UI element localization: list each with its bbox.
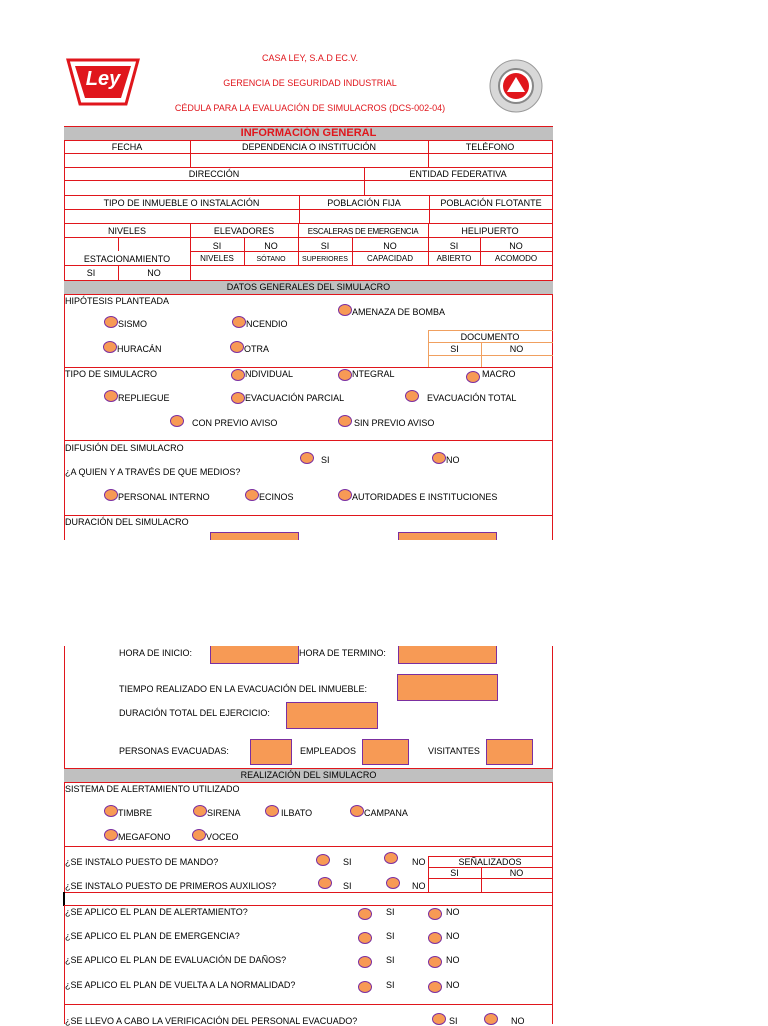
radio-otra[interactable] — [230, 341, 244, 353]
senalizados-si: SI — [450, 868, 459, 878]
label-estacionamiento: ESTACIONAMIENTO — [83, 254, 171, 264]
label-megafono: MEGAFONO — [118, 832, 171, 842]
cell-cursor — [63, 892, 65, 906]
label-evacuacion-total: EVACUACIÓN TOTAL — [427, 393, 517, 403]
duracion-total-field[interactable] — [286, 702, 378, 729]
label-direccion: DIRECCIÓN — [188, 169, 240, 179]
label-abierto: ABIERTO — [436, 254, 472, 263]
radio-auxilios-si[interactable] — [318, 877, 332, 889]
label-personas-evacuadas: PERSONAS EVACUADAS: — [119, 746, 229, 756]
label-fecha: FECHA — [111, 142, 143, 152]
radio-danos-no[interactable] — [428, 956, 442, 968]
department-name: GERENCIA DE SEGURIDAD INDUSTRIAL — [223, 78, 397, 88]
helipuerto-no: NO — [509, 241, 523, 251]
label-sirena: SIRENA — [207, 808, 241, 818]
hora-inicio-field[interactable] — [210, 646, 299, 664]
radio-macro[interactable] — [466, 371, 480, 383]
label-plan-danos: ¿SE APLICO EL PLAN DE EVALUACIÓN DE DAÑOS? — [65, 955, 287, 965]
radio-mando-si[interactable] — [316, 854, 330, 866]
label-incendio: NCENDIO — [246, 319, 288, 329]
protection-civil-emblem-icon — [484, 58, 548, 114]
hora-inicio-box-top — [210, 532, 299, 540]
radio-voceo[interactable] — [192, 829, 206, 841]
label-hora-inicio: HORA DE INICIO: — [119, 648, 193, 658]
label-auxilios-si: SI — [343, 881, 352, 891]
documento-si: SI — [450, 344, 459, 354]
radio-sirena[interactable] — [193, 805, 207, 817]
radio-mando-no[interactable] — [384, 852, 398, 864]
form-title: CÉDULA PARA LA EVALUACIÓN DE SIMULACROS (DCS-002-04) — [174, 103, 446, 113]
label-hipotesis: HIPÓTESIS PLANTEADA — [65, 296, 170, 306]
hora-termino-box-top — [398, 532, 497, 540]
label-a-quien: ¿A QUIEN Y A TRAVÉS DE QUE MEDIOS? — [65, 467, 241, 477]
label-normalidad-si: SI — [386, 980, 395, 990]
label-acomodo: ACOMODO — [494, 254, 538, 263]
label-auxilios-no: NO — [412, 881, 426, 891]
label-tipo-simulacro: TIPO DE SIMULACRO — [65, 369, 158, 379]
escaleras-no: NO — [383, 241, 397, 251]
label-emergencia-si: SI — [386, 931, 395, 941]
estacionamiento-no: NO — [147, 268, 161, 278]
radio-normalidad-no[interactable] — [428, 981, 442, 993]
radio-huracan[interactable] — [103, 341, 117, 353]
helipuerto-si: SI — [449, 241, 459, 251]
radio-autoridades[interactable] — [338, 489, 352, 501]
radio-silbato[interactable] — [265, 805, 279, 817]
label-vecinos: ECINOS — [259, 492, 294, 502]
radio-alertamiento-si[interactable] — [358, 908, 372, 920]
label-sistema-alertamiento: SISTEMA DE ALERTAMIENTO UTILIZADO — [65, 784, 240, 794]
visitantes-field[interactable] — [486, 739, 533, 765]
empleados-field[interactable] — [362, 739, 409, 765]
label-macro: MACRO — [482, 369, 516, 379]
radio-sin-previo-aviso[interactable] — [338, 415, 352, 427]
logo-text: Ley — [85, 68, 121, 90]
label-telefono: TELÉFONO — [465, 142, 515, 152]
label-alertamiento-si: SI — [386, 907, 395, 917]
label-mando-si: SI — [343, 857, 352, 867]
radio-timbre[interactable] — [104, 805, 118, 817]
radio-danos-si[interactable] — [358, 956, 372, 968]
label-sismo: SISMO — [118, 319, 148, 329]
label-capacidad: CAPACIDAD — [366, 254, 414, 263]
label-difusion-no: NO — [446, 455, 460, 465]
radio-con-previo-aviso[interactable] — [170, 415, 184, 427]
estacionamiento-si: SI — [86, 268, 96, 278]
label-sotano: SÓTANO — [256, 256, 286, 263]
label-emergencia-no: NO — [446, 931, 460, 941]
general-section-title: INFORMACIÓN GENERAL — [240, 127, 377, 139]
label-huracan: HURACÁN — [117, 344, 162, 354]
label-danos-no: NO — [446, 955, 460, 965]
escaleras-si: SI — [320, 241, 330, 251]
label-difusion: DIFUSIÓN DEL SIMULACRO — [65, 443, 184, 453]
radio-sismo[interactable] — [104, 316, 118, 328]
label-plan-alertamiento: ¿SE APLICO EL PLAN DE ALERTAMIENTO? — [65, 907, 248, 917]
label-danos-si: SI — [386, 955, 395, 965]
label-escaleras: ESCALERAS DE EMERGENCIA — [307, 227, 419, 236]
label-tiempo-evacuacion: TIEMPO REALIZADO EN LA EVACUACIÓN DEL INMUEBLE: — [119, 684, 368, 694]
label-plan-normalidad: ¿SE APLICO EL PLAN DE VUELTA A LA NORMALIDAD? — [65, 980, 296, 990]
label-dependencia: DEPENDENCIA O INSTITUCIÓN — [241, 142, 376, 152]
label-primeros-auxilios: ¿SE INSTALO PUESTO DE PRIMEROS AUXILIOS? — [65, 881, 277, 891]
company-name: CASA LEY, S.A.D EC.V. — [261, 53, 359, 63]
personas-evacuadas-field[interactable] — [250, 739, 292, 765]
label-verificacion-no: NO — [511, 1016, 525, 1026]
label-duracion: DURACIÓN DEL SIMULACRO — [65, 517, 189, 527]
label-repliegue: REPLIEGUE — [118, 393, 170, 403]
radio-incendio[interactable] — [232, 316, 246, 328]
label-niveles: NIVELES — [107, 226, 147, 236]
realizacion-section-title: REALIZACIÓN DEL SIMULACRO — [240, 770, 377, 780]
label-amenaza-bomba: AMENAZA DE BOMBA — [352, 307, 446, 317]
label-puesto-mando: ¿SE INSTALO PUESTO DE MANDO? — [65, 857, 219, 867]
radio-evacuacion-total[interactable] — [405, 390, 419, 402]
radio-verificacion-si[interactable] — [432, 1013, 446, 1025]
radio-evacuacion-parcial[interactable] — [231, 392, 245, 404]
documento-no: NO — [509, 344, 524, 354]
label-elevadores: ELEVADORES — [213, 226, 275, 236]
radio-individual[interactable] — [231, 369, 245, 381]
label-superiores: SUPERIORES — [302, 256, 348, 263]
radio-auxilios-no[interactable] — [386, 877, 400, 889]
label-visitantes: VISITANTES — [428, 746, 480, 756]
label-autoridades: AUTORIDADES E INSTITUCIONES — [352, 492, 498, 502]
label-senalizados: SEÑALIZADOS — [458, 857, 522, 867]
label-voceo: VOCEO — [206, 832, 239, 842]
label-hora-termino: HORA DE TERMINO: — [299, 648, 386, 658]
label-niveles-estacionamiento: NIVELES — [200, 254, 234, 263]
label-silbato: ILBATO — [281, 808, 313, 818]
elevadores-no: NO — [264, 241, 278, 251]
senalizados-no: NO — [509, 868, 524, 878]
label-plan-emergencia: ¿SE APLICO EL PLAN DE EMERGENCIA? — [65, 931, 240, 941]
label-integral: NTEGRAL — [352, 369, 395, 379]
radio-normalidad-si[interactable] — [358, 981, 372, 993]
radio-repliegue[interactable] — [104, 390, 118, 402]
label-poblacion-flotante: POBLACIÓN FLOTANTE — [440, 198, 542, 208]
label-tipo-inmueble: TIPO DE INMUEBLE O INSTALACIÓN — [103, 198, 260, 208]
datos-section-title: DATOS GENERALES DEL SIMULACRO — [226, 282, 391, 292]
label-poblacion-fija: POBLACIÓN FIJA — [327, 198, 401, 208]
label-alertamiento-no: NO — [446, 907, 460, 917]
label-mando-no: NO — [412, 857, 426, 867]
radio-vecinos[interactable] — [245, 489, 259, 501]
label-difusion-si: SI — [321, 455, 330, 465]
hora-termino-field[interactable] — [398, 646, 497, 664]
elevadores-si: SI — [212, 241, 222, 251]
radio-personal-interno[interactable] — [104, 489, 118, 501]
company-logo — [66, 58, 140, 108]
radio-campana[interactable] — [350, 805, 364, 817]
radio-emergencia-si[interactable] — [358, 932, 372, 944]
label-normalidad-no: NO — [446, 980, 460, 990]
label-evacuacion-parcial: EVACUACIÓN PARCIAL — [245, 393, 345, 403]
radio-alertamiento-no[interactable] — [428, 908, 442, 920]
radio-verificacion-no[interactable] — [484, 1013, 498, 1025]
label-personal-interno: PERSONAL INTERNO — [118, 492, 210, 502]
label-verificacion-si: SI — [449, 1016, 458, 1026]
radio-difusion-no[interactable] — [432, 452, 446, 464]
label-con-previo-aviso: CON PREVIO AVISO — [192, 418, 278, 428]
radio-integral[interactable] — [338, 369, 352, 381]
label-campana: CAMPANA — [364, 808, 408, 818]
tiempo-evacuacion-field[interactable] — [397, 674, 498, 701]
label-verificacion: ¿SE LLEVO A CABO LA VERIFICACIÓN DEL PERSONAL EVACUADO? — [65, 1016, 358, 1026]
label-duracion-total: DURACIÓN TOTAL DEL EJERCICIO: — [119, 708, 270, 718]
label-documento: DOCUMENTO — [460, 332, 520, 342]
radio-difusion-si[interactable] — [300, 452, 314, 464]
radio-amenaza-bomba[interactable] — [338, 304, 352, 316]
label-sin-previo-aviso: SIN PREVIO AVISO — [354, 418, 435, 428]
label-otra: OTRA — [244, 344, 270, 354]
label-empleados: EMPLEADOS — [300, 746, 357, 756]
label-individual: NDIVIDUAL — [245, 369, 294, 379]
radio-emergencia-no[interactable] — [428, 932, 442, 944]
label-timbre: TIMBRE — [118, 808, 153, 818]
label-entidad: ENTIDAD FEDERATIVA — [409, 169, 507, 179]
label-helipuerto: HELIPUERTO — [461, 226, 519, 236]
radio-megafono[interactable] — [104, 829, 118, 841]
